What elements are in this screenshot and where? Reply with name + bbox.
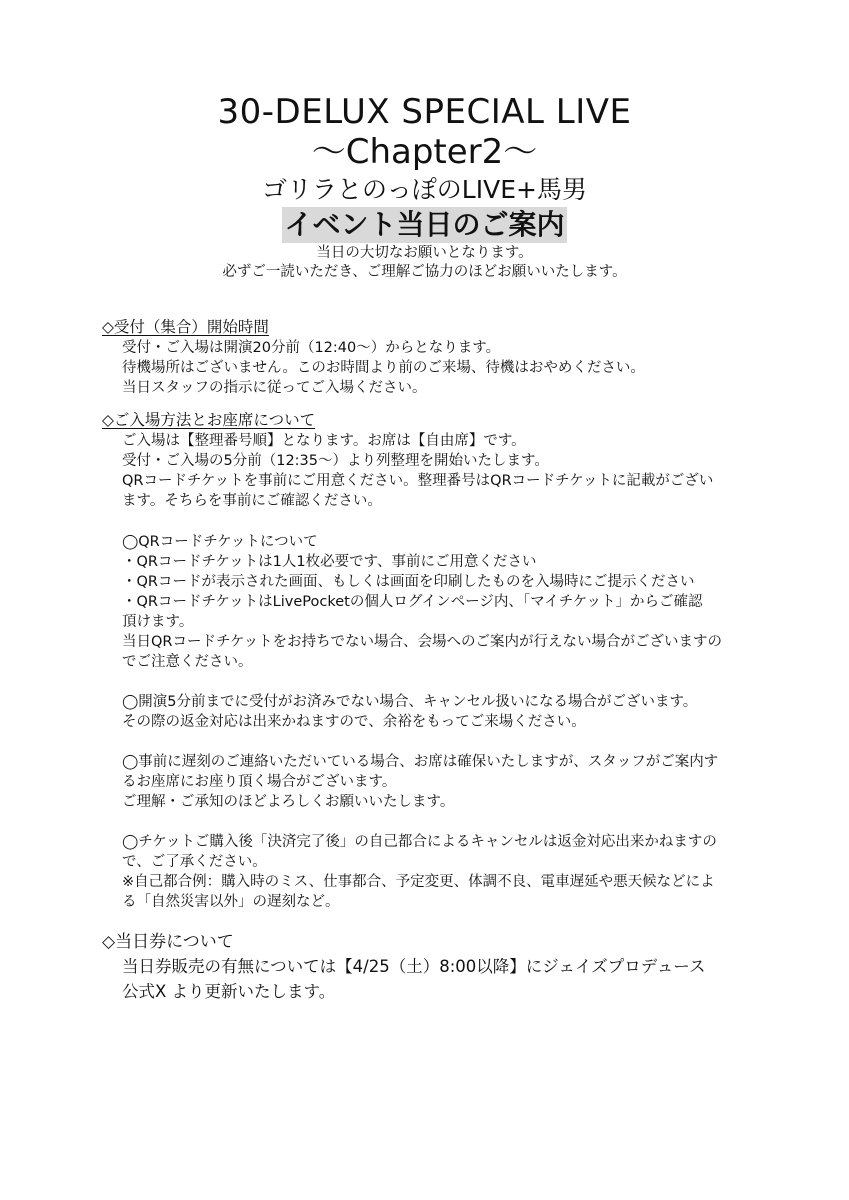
text-line: ・QRコードが表示された画面、もしくは画面を印刷したものを入場時にご提示ください	[122, 574, 695, 590]
text-line: ※自己都合例：購入時のミス、仕事都合、予定変更、体調不良、電車遅延や悪天候などによ	[122, 874, 715, 890]
text-line: ・QRコードチケットは1人1枚必要です、事前にご用意ください	[122, 554, 537, 570]
refund-block-line: ◯チケットご購入後「決済完了後」の自己都合によるキャンセルは返金対応出来かねますの	[122, 834, 717, 850]
text-line: 当日QRコードチケットをお持ちでない場合、会場へのご案内が行えない場合がございますの	[122, 634, 723, 650]
text-line: でご注意ください。	[122, 654, 253, 670]
section-heading-entry-seating: ◇ご入場方法とお座席について	[102, 411, 316, 429]
text-line: ます。そちらを事前にご確認ください。	[122, 493, 382, 509]
text-line: 頂けます。	[122, 614, 194, 630]
intro-line-2: 必ずご一読いただき、ご理解ご協力のほどお願いいたします。	[222, 264, 627, 280]
text-line: るお座席にお座り頂く場合がございます。	[122, 774, 397, 790]
cancel-block-line: ◯開演5分前までに受付がお済みでない場合、キャンセル扱いになる場合がございます。	[122, 694, 698, 710]
text-line: ご入場は【整理番号順】となります。お席は【自由席】です。	[122, 433, 526, 449]
intro-line-1: 当日の大切なお願いとなります。	[316, 245, 533, 261]
text-line: 当日券販売の有無については【4/25（土）8:00以降】にジェイズプロデュース	[122, 957, 706, 976]
text-line: 当日スタッフの指示に従ってご入場ください。	[122, 380, 427, 396]
title-line-4-wrap	[0, 207, 849, 243]
text-line: 公式X より更新いたします。	[122, 982, 336, 1001]
text-line: 待機場所はございません。このお時間より前のご来場、待機はおやめください。	[122, 360, 645, 376]
text-line: 受付・ご入場は開演20分前（12:40～）からとなります。	[122, 340, 501, 356]
text-line: る「自然災害以外」の遅刻など。	[122, 894, 340, 910]
text-line: で、ご了承ください。	[122, 854, 267, 870]
text-line: ・QRコードチケットはLivePocketの個人ログインページ内、「マイチケット」からご確認	[122, 594, 703, 610]
section-heading-reception: ◇受付（集合）開始時間	[102, 318, 269, 336]
title-line-2: ～Chapter2～	[311, 132, 538, 172]
section-heading-same-day-tickets: ◇当日券について	[102, 932, 234, 952]
title-line-3: ゴリラとのっぽのLIVE+馬男	[262, 175, 587, 204]
late-block-line: ◯事前に遅刻のご連絡いただいている場合、お席は確保いたしますが、スタッフがご案内す	[122, 754, 719, 770]
title-line-1: 30-DELUX SPECIAL LIVE	[217, 92, 632, 132]
text-line: その際の返金対応は出来かねますので、余裕をもってご来場ください。	[122, 714, 586, 730]
text-line: QRコードチケットを事前にご用意ください。整理番号はQRコードチケットに記載がござい	[122, 473, 714, 489]
text-line: 受付・ご入場の5分前（12:35～）より列整理を開始いたします。	[122, 453, 549, 469]
highlighted-title: イベント当日のご案内	[284, 208, 565, 241]
text-line: ご理解・ご承知のほどよろしくお願いいたします。	[122, 794, 455, 810]
qr-block-heading: ◯QRコードチケットについて	[122, 534, 318, 550]
